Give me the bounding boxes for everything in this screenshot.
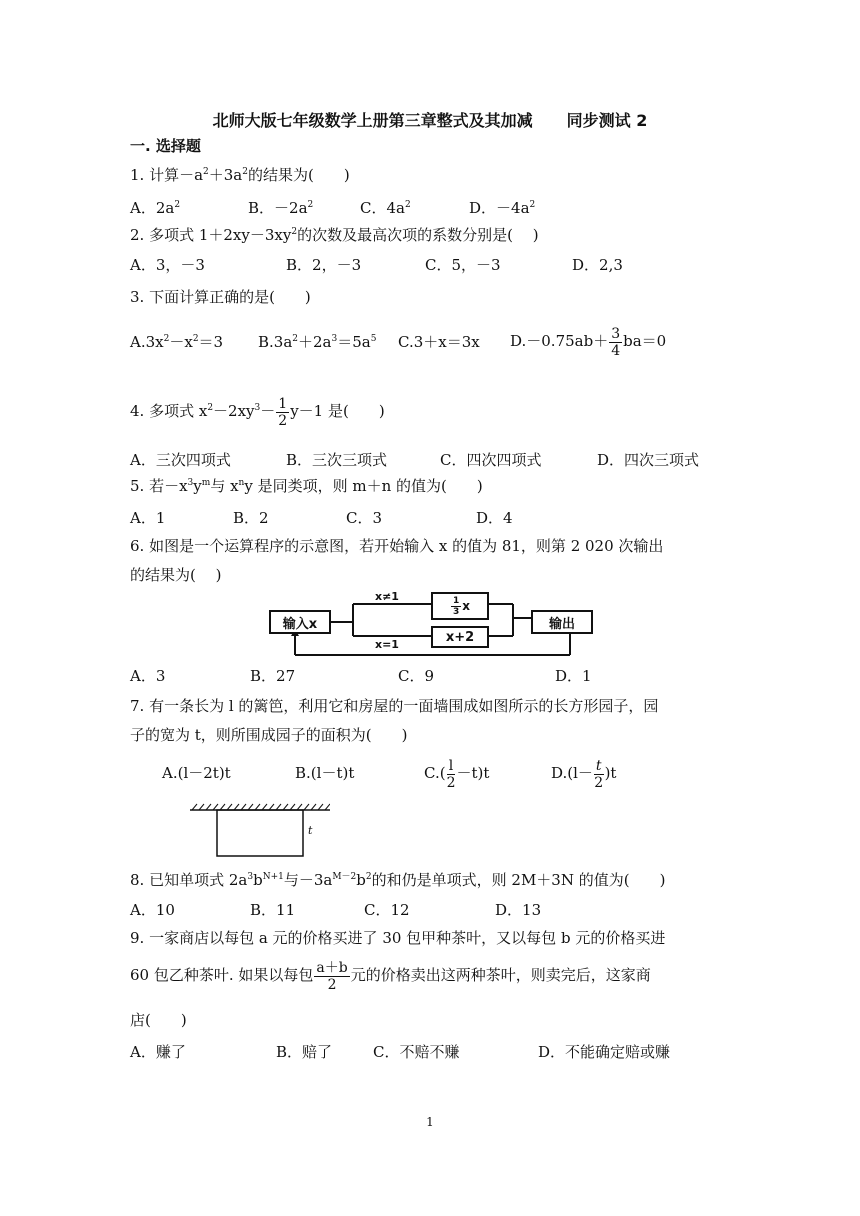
question-5: 5. 若$-x^3y^m$与 $x^ny$ 是同类项，则 m＋n 的值为( ) (130, 477, 483, 495)
q5-option-b: B．2 (233, 509, 269, 527)
garden-figure (190, 800, 330, 860)
question-6-line2: 的结果为( ) (130, 566, 222, 584)
q9-option-c: C．不赔不赚 (373, 1043, 460, 1061)
question-7-line2: 子的宽为 t，则所围成园子的面积为( ) (130, 726, 408, 744)
q7-option-a: A.(l－2t)t (162, 764, 231, 782)
q4-option-a: A．三次四项式 (130, 451, 231, 469)
question-8: 8. 已知单项式 $2a^3b^{N+1}$与$-3a^{M-2}b^2$的和仍是单项式，则 2M＋3N 的值为( ) (130, 871, 666, 889)
q9-option-d: D．不能确定赔或赚 (538, 1043, 671, 1061)
q1-option-b: B．$-2a^2$ (248, 199, 314, 217)
q7-option-b: B.(l－t)t (295, 764, 355, 782)
q6-option-d: D．1 (555, 667, 592, 685)
flow-op-top: $\frac{1}{3}$ x (431, 592, 489, 620)
q5-option-a: A．1 (130, 509, 166, 527)
q3-option-d: D.－0.75ab＋ $\frac{3}{4}$ ba＝0 (510, 325, 667, 359)
q6-option-c: C．9 (398, 667, 435, 685)
flow-input-box: 输入x (269, 610, 331, 634)
q3-option-a: $A.3x^2-x^2=3$ (130, 333, 224, 351)
question-6-line1: 6. 如图是一个运算程序的示意图，若开始输入 x 的值为 81，则第 2 020 次输出 (130, 537, 664, 555)
q2-option-d: D．2,3 (572, 256, 623, 274)
q8-option-a: A．10 (130, 901, 175, 919)
q3-option-b: $B.3a^2+2a^3=5a^5$ (258, 333, 377, 351)
question-4: 4. 多项式 $x^2-2xy^3-$ $\frac{1}{2}$ y－1 是( ) (130, 395, 385, 429)
q9-option-a: A．赚了 (130, 1043, 186, 1061)
q6-option-b: B．27 (250, 667, 296, 685)
q7-option-c: C.( $\frac{l}{2}$ －t)t (424, 757, 490, 791)
q8-option-c: C．12 (364, 901, 410, 919)
q8-option-b: B．11 (250, 901, 296, 919)
q1-option-d: D．$-4a^2$ (469, 199, 536, 217)
q2-option-c: C．5，－3 (425, 256, 501, 274)
q4-option-d: D．四次三项式 (597, 451, 700, 469)
q6-option-a: A．3 (130, 667, 166, 685)
question-7-line1: 7. 有一条长为 l 的篱笆，利用它和房屋的一面墙围成如图所示的长方形园子，园 (130, 697, 659, 715)
page-number: 1 (426, 1115, 434, 1129)
q7-option-d: D.(l－ $\frac{t}{2}$ )t (551, 757, 617, 791)
question-2: 2. 多项式 $1+2xy-3xy^2$的次数及最高次项的系数分别是( ) (130, 226, 539, 244)
section-heading: 一. 选择题 (130, 137, 201, 155)
q5-option-c: C．3 (346, 509, 383, 527)
q4-option-c: C．四次四项式 (440, 451, 542, 469)
q1-option-c: C．$4a^2$ (360, 199, 411, 217)
question-1: 1. 计算$-a^2+3a^2$的结果为( ) (130, 166, 350, 184)
flow-condition-top: x≠1 (375, 590, 399, 603)
q8-option-d: D．13 (495, 901, 542, 919)
q1-option-a: A．$2a^2$ (130, 199, 181, 217)
q2-option-a: A．3，－3 (130, 256, 205, 274)
q2-option-b: B．2，－3 (286, 256, 362, 274)
q4-option-b: B．三次三项式 (286, 451, 388, 469)
question-9-line1: 9. 一家商店以每包 a 元的价格买进了 30 包甲种茶叶，又以每包 b 元的价格买进 (130, 929, 666, 947)
question-9-line2: 60 包乙种茶叶. 如果以每包 $\frac{a+b}{2}$ 元的价格卖出这两种茶叶，则卖完后，这家商 (130, 959, 651, 993)
q5-option-d: D．4 (476, 509, 513, 527)
flow-op-bottom: x+2 (431, 626, 489, 648)
q3-option-c: C.3＋x＝3x (398, 333, 480, 351)
page-title: 北师大版七年级数学上册第三章整式及其加减 同步测试 2 (212, 111, 648, 130)
flow-condition-bottom: x=1 (375, 638, 399, 651)
flowchart-figure (265, 582, 600, 660)
garden-width-label: t (308, 824, 313, 837)
flow-output-box: 输出 (531, 610, 593, 634)
q9-option-b: B．赔了 (276, 1043, 333, 1061)
question-3: 3. 下面计算正确的是( ) (130, 288, 311, 306)
question-9-line3: 店( ) (130, 1011, 187, 1029)
